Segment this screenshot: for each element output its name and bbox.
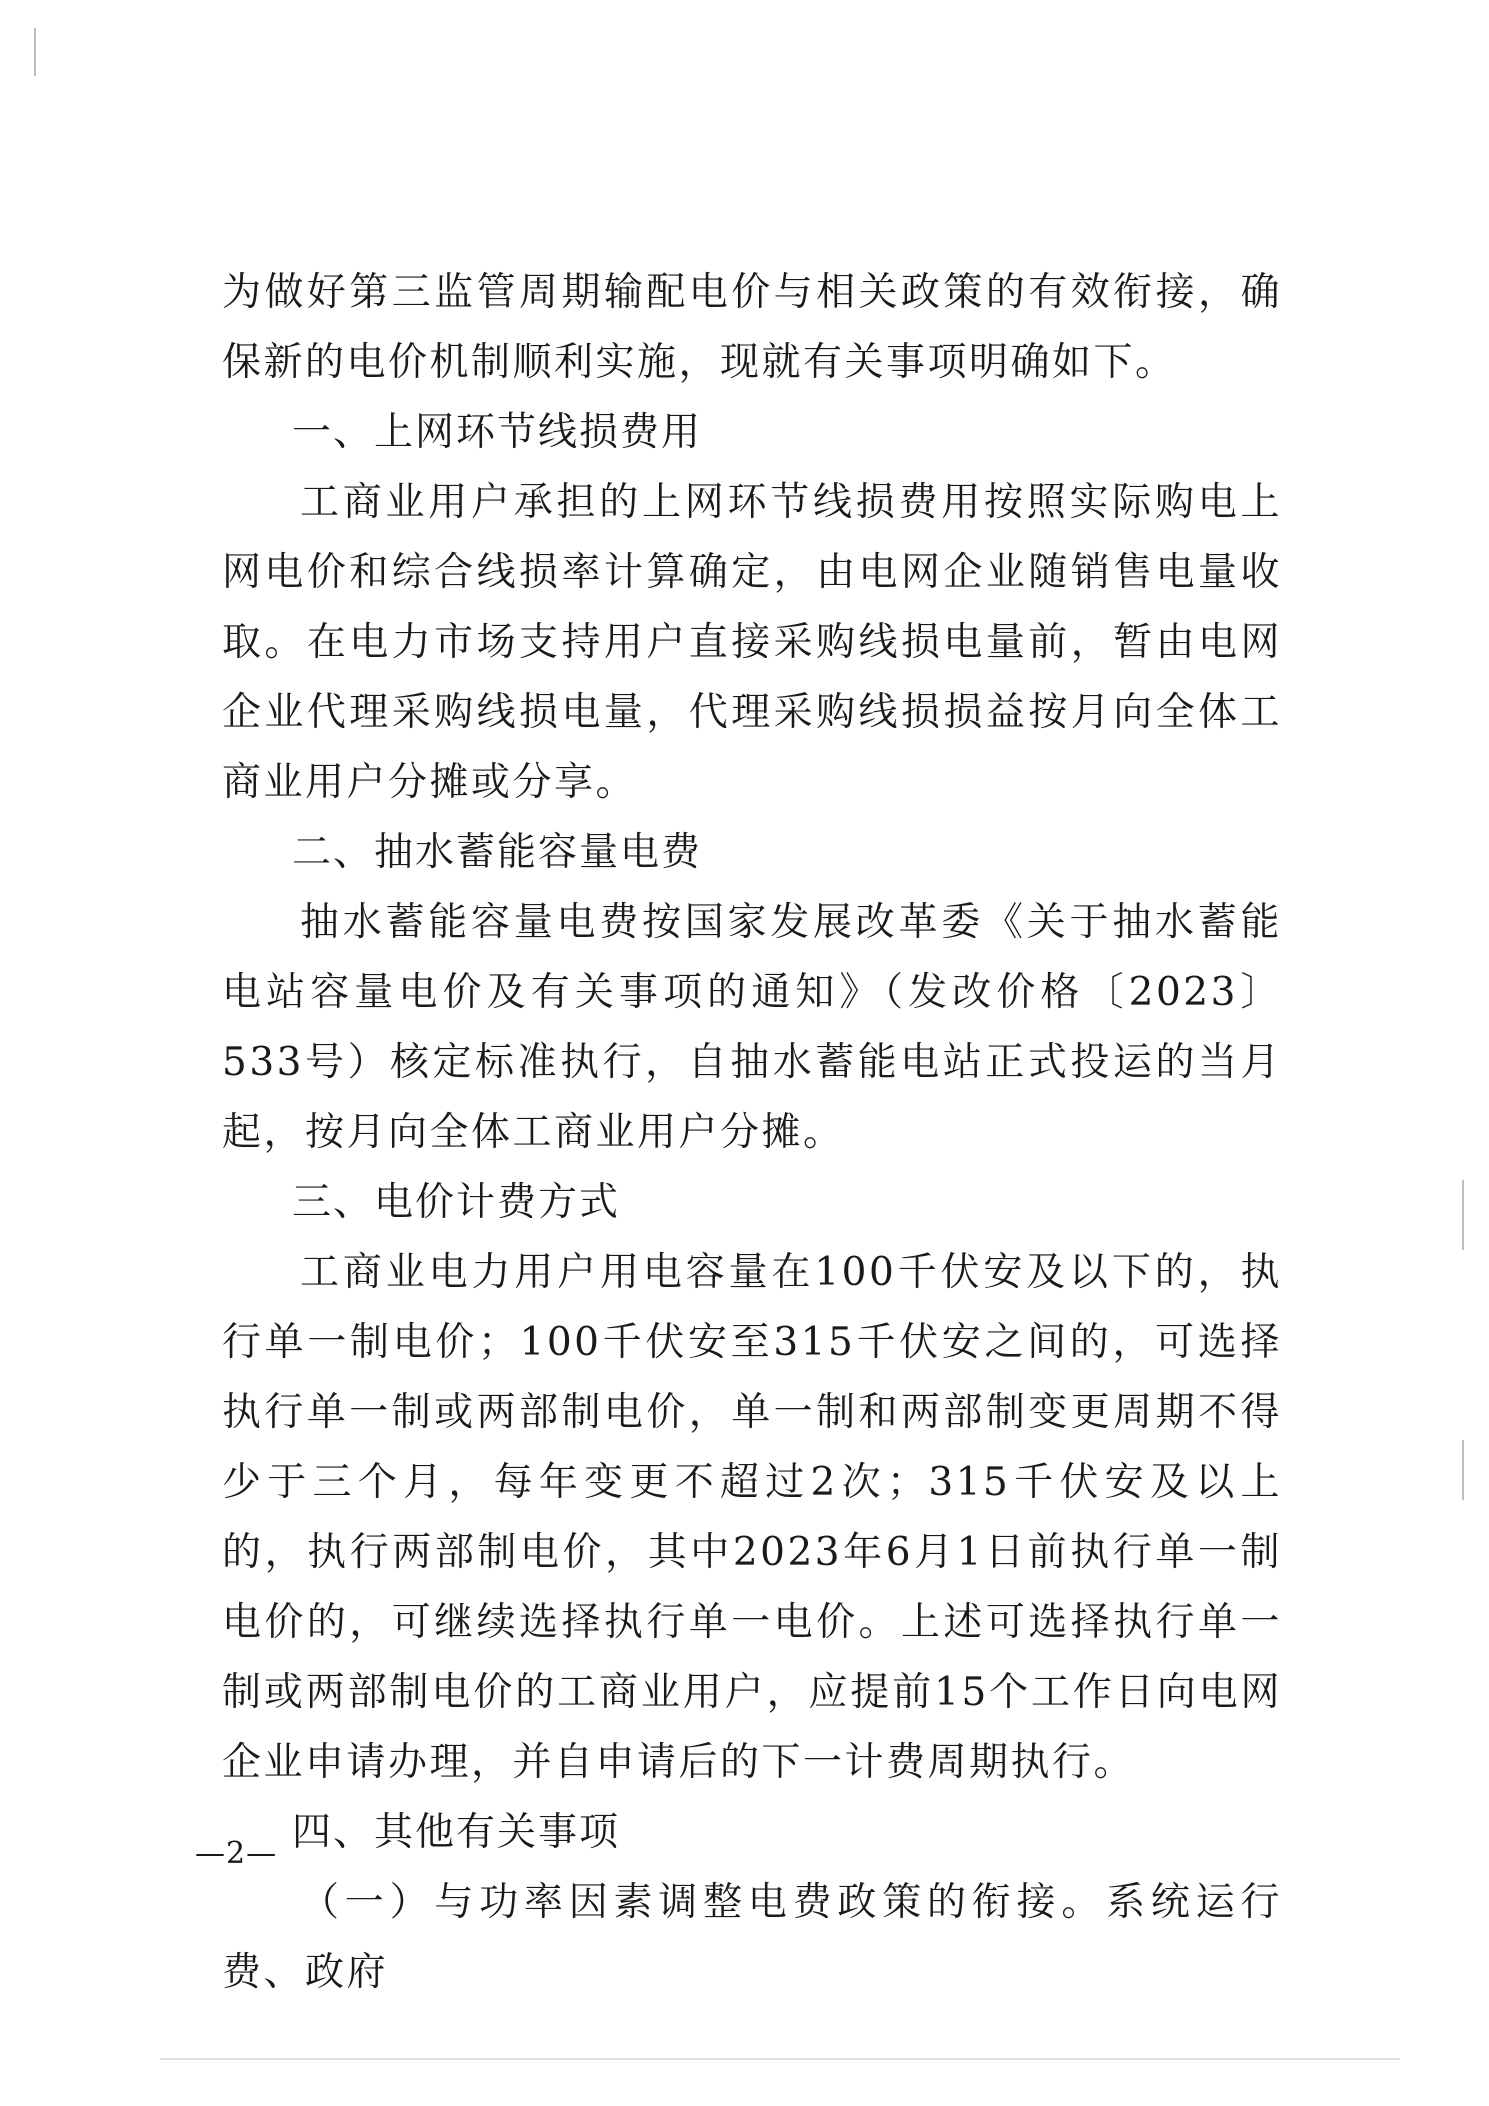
section-heading-2: 二、抽水蓄能容量电费 [292, 830, 703, 875]
scan-artifact [34, 28, 36, 76]
section-heading-1: 一、上网环节线损费用 [292, 410, 703, 455]
document-body [222, 258, 1282, 2008]
page-number: —2— [195, 1836, 278, 1871]
section-3-paragraph: 工商业电力用户用电容量在100千伏安及以下的，执行单一制电价；100千伏安至315千伏安之间的，可选择执行单一制或两部制电价，单一制和两部制变更周期不得少于三个月，每年变更不超过2次；315千伏安及以上的，执行两部制电价，其中2023年6月1日前执行单一制电价的，可继续选择执行单一电价。上述可选择执行单一制或两部制电价的工商业用户，应提前15个工作日向电网企业申请办理，并自申请后的下一计费周期执行。 [222, 1250, 1282, 1785]
intro-paragraph: 为做好第三监管周期输配电价与相关政策的有效衔接，确保新的电价机制顺利实施，现就有关事项明确如下。 [222, 270, 1282, 385]
section-1-paragraph: 工商业用户承担的上网环节线损费用按照实际购电上网电价和综合线损率计算确定，由电网企业随销售电量收取。在电力市场支持用户直接采购线损电量前，暂由电网企业代理采购线损电量，代理采购线损损益按月向全体工商业用户分摊或分享。 [222, 480, 1282, 805]
scan-artifact [160, 2058, 1400, 2060]
scan-artifact [1462, 1180, 1464, 1250]
section-2-paragraph: 抽水蓄能容量电费按国家发展改革委《关于抽水蓄能电站容量电价及有关事项的通知》（发改价格〔2023〕533号）核定标准执行，自抽水蓄能电站正式投运的当月起，按月向全体工商业用户分摊。 [222, 900, 1282, 1155]
section-4-paragraph: （一）与功率因素调整电费政策的衔接。系统运行费、政府 [222, 1880, 1282, 1995]
section-heading-4: 四、其他有关事项 [292, 1810, 621, 1855]
section-heading-3: 三、电价计费方式 [292, 1180, 621, 1225]
scan-artifact [1462, 1440, 1464, 1500]
